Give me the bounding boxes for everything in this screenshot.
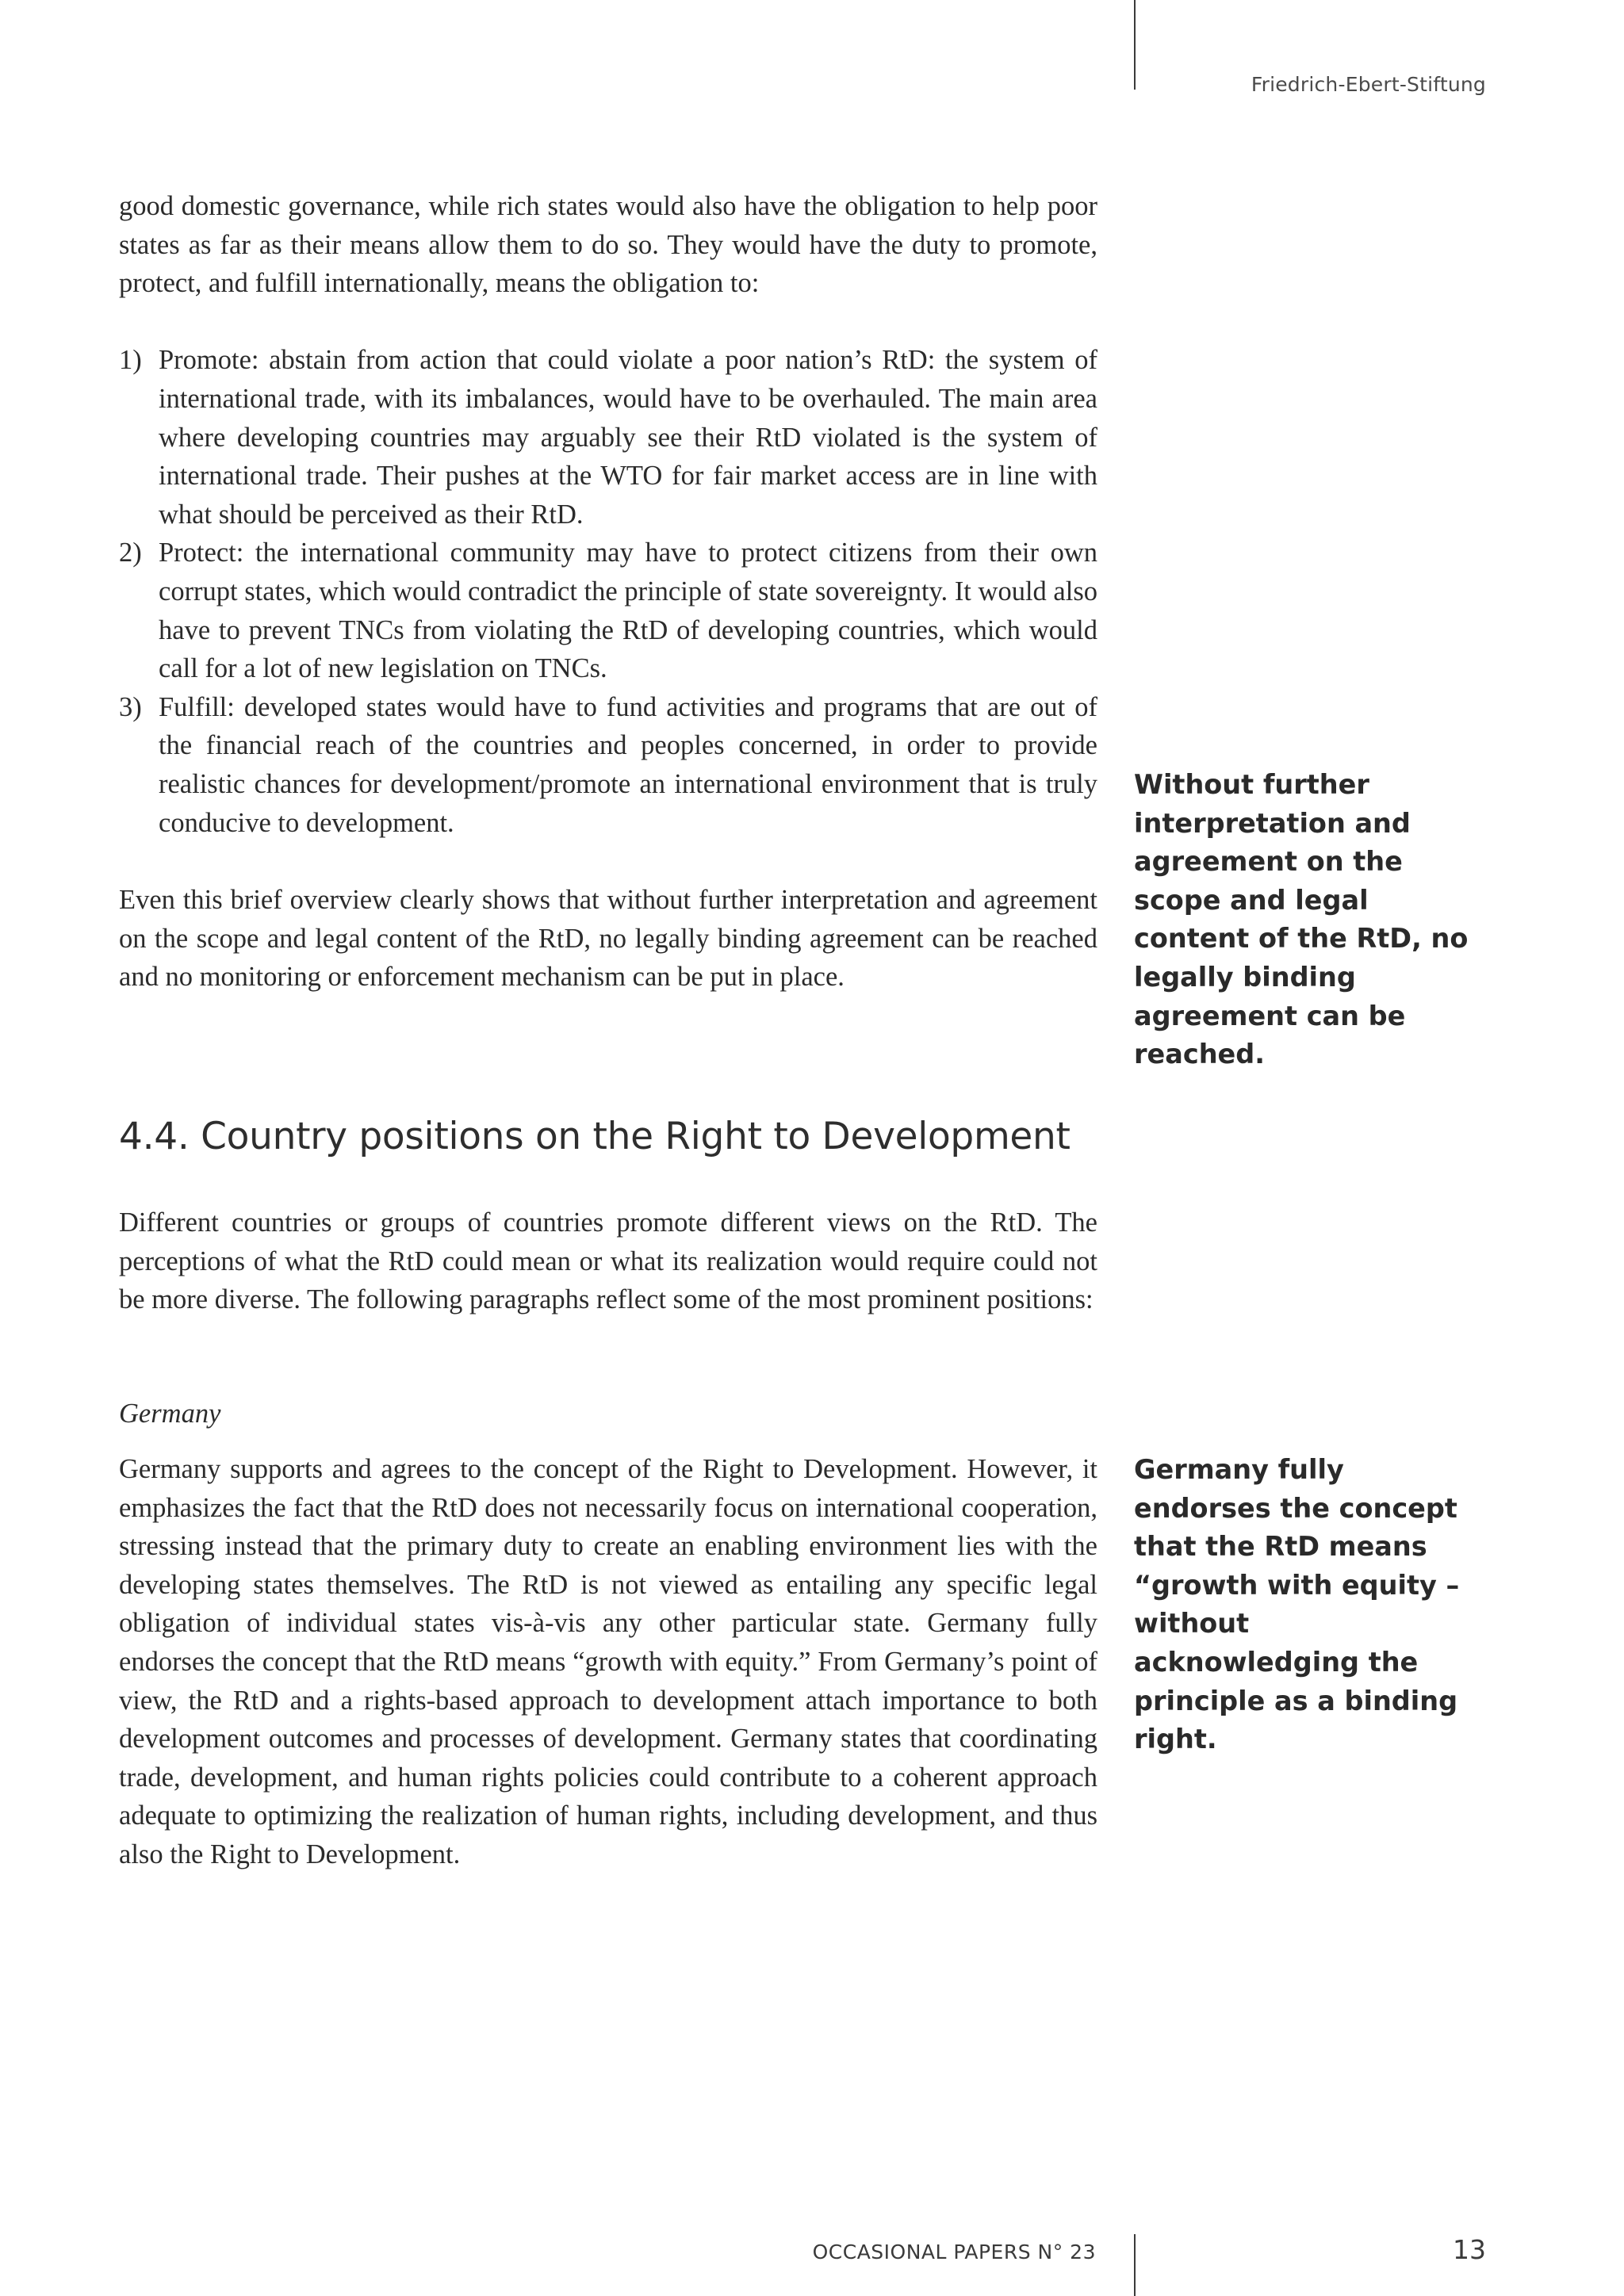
duties-list bbox=[119, 341, 1097, 842]
main-column bbox=[119, 187, 1097, 997]
list-item-number: 2) bbox=[119, 538, 142, 568]
section-intro-block bbox=[119, 1203, 1097, 1319]
overview-paragraph: Even this brief overview clearly shows that without further interpretation and agreement on the scope and legal content of the RtD, no legally binding agreement can be reached and no monitoring or enforcement mechanism can be put in place. bbox=[119, 885, 1097, 993]
list-item bbox=[119, 688, 1097, 842]
margin-note-legal-agreement: Without further interpretation and agreement on the scope and legal content of the RtD, no legally binding agreement can be reached. bbox=[1134, 769, 1469, 1070]
germany-paragraph: Germany supports and agrees to the concept of the Right to Development. However, it emphasizes the fact that the RtD does not necessarily focus on international cooperation, stressing instead that the primary duty to create an enabling environment lies with the developing states themselves. The RtD is not viewed as entailing any specific legal obligation of individual states vis-à-vis any other particular state. Germany fully endorses the concept that the RtD means “growth with equity.” From Germany’s point of view, the RtD and a rights-based approach to development attach importance to both development outcomes and processes of development. Germany states that coordinating trade, development, and human rights policies could contribute to a coherent approach adequate to optimizing the realization of human rights, including development, and thus also the Right to Development. bbox=[119, 1454, 1097, 1869]
germany-block bbox=[119, 1450, 1097, 1874]
footer-series-label: OCCASIONAL PAPERS N° 23 bbox=[812, 2241, 1096, 2263]
header-divider-rule bbox=[1134, 0, 1136, 90]
list-item-text: Protect: the international community may have to protect citizens from their own corrupt states, which would contradict the principle of state sovereignty. It would also have to prevent TNCs from violating the RtD of developing countries, which would call for a lot of new legislation on TNCs. bbox=[159, 538, 1097, 684]
list-item-number: 3) bbox=[119, 691, 142, 722]
list-item-number: 1) bbox=[119, 345, 142, 376]
page-number: 13 bbox=[1453, 2234, 1486, 2265]
section-intro-paragraph: Different countries or groups of countries promote different views on the RtD. The perceptions of what the RtD could mean or what its realization would require could not be more diverse. The following paragraphs reflect some of the most prominent positions: bbox=[119, 1207, 1097, 1315]
section-title: 4.4. Country positions on the Right to Development bbox=[119, 1115, 1071, 1158]
list-item-text: Promote: abstain from action that could violate a poor nation’s RtD: the system of international trade, with its imbalances, would have to be overhauled. The main area where developing countries may arguably see their RtD violated is the system of international trade. Their pushes at the WTO for fair market access are in line with what should be perceived as their RtD. bbox=[159, 345, 1097, 530]
header-organization: Friedrich-Ebert-Stiftung bbox=[1251, 73, 1486, 96]
subheading-germany: Germany bbox=[119, 1399, 221, 1429]
list-item bbox=[119, 341, 1097, 534]
list-item-text: Fulfill: developed states would have to fund activities and programs that are out of the financial reach of the countries and peoples concerned, in order to provide realistic chances for development/promote an international environment that is truly conducive to development. bbox=[159, 691, 1097, 838]
intro-paragraph: good domestic governance, while rich states would also have the obligation to help poor states as far as their means allow them to do so. They would have the duty to promote, protect, and fulfill internationally, means the obligation to: bbox=[119, 191, 1097, 299]
list-item bbox=[119, 534, 1097, 687]
margin-note-germany: Germany fully endorses the concept that the RtD means “growth with equity – without acknowledging the principle as a binding right. bbox=[1134, 1454, 1460, 1755]
footer-divider-rule bbox=[1134, 2234, 1136, 2296]
